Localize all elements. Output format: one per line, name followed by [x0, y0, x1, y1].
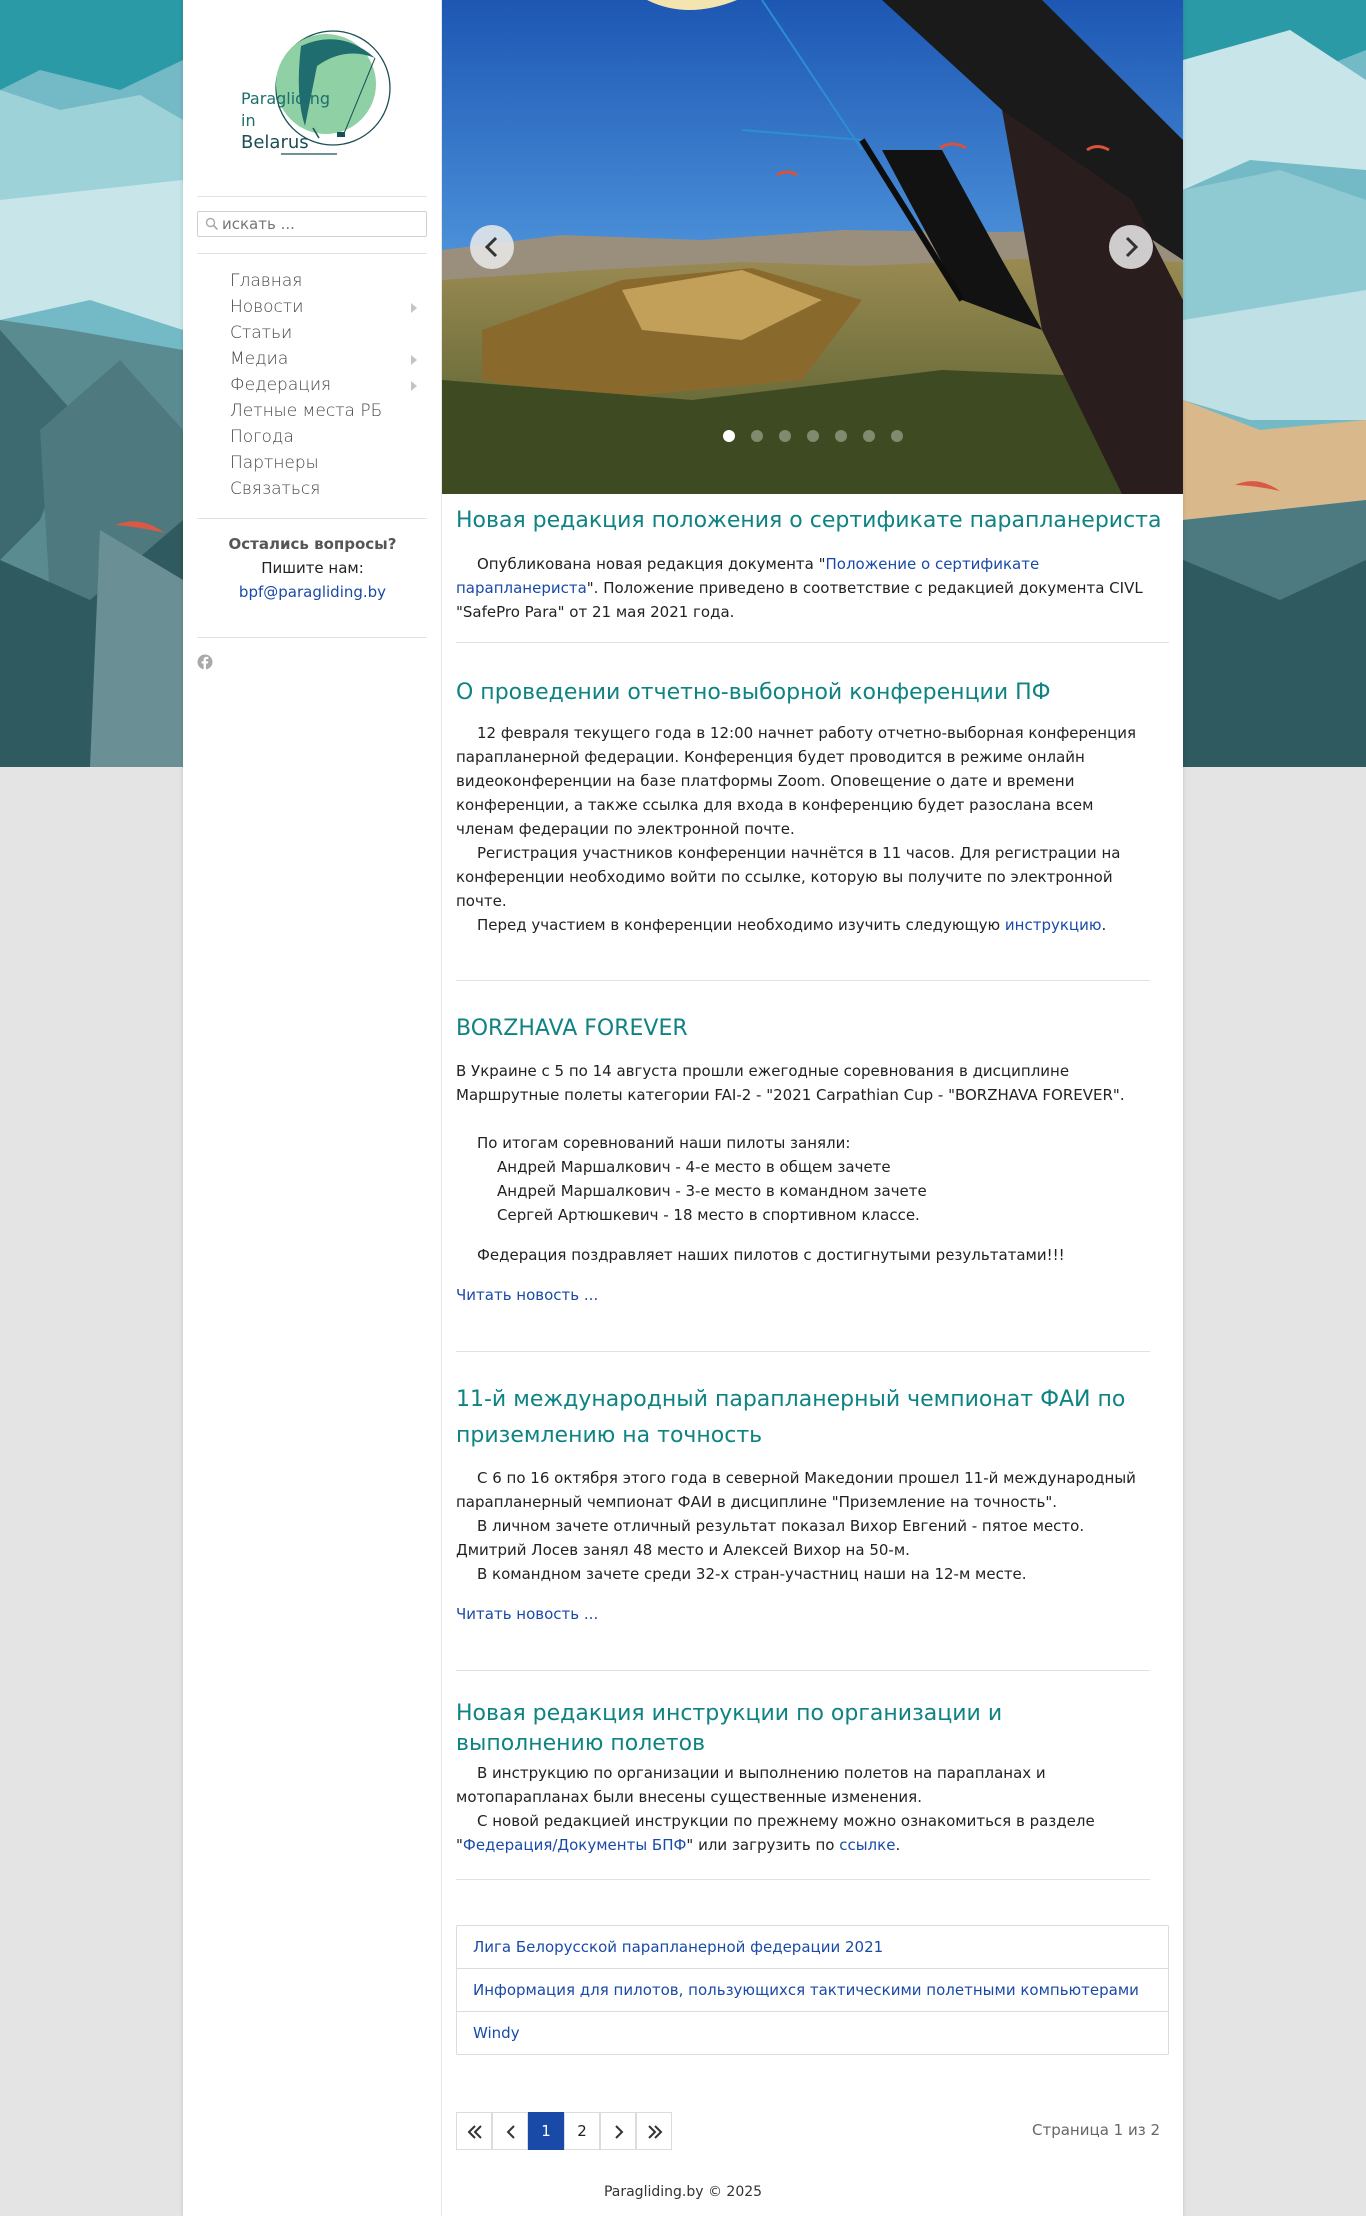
chevron-right-icon: [601, 2113, 637, 2151]
search-icon: [205, 217, 219, 231]
article-text: [456, 913, 1150, 937]
double-chevron-right-icon: [637, 2113, 673, 2151]
divider: [197, 637, 427, 638]
list-item: [457, 2012, 1168, 2054]
menu-item-label: Новости: [230, 297, 304, 317]
image-slider: [442, 0, 1183, 494]
slider-dot[interactable]: [779, 430, 791, 442]
menu-item-label: Федерация: [230, 375, 332, 395]
divider: [197, 253, 427, 254]
menu-item-label: Летные места РБ: [230, 401, 383, 421]
page-container: [183, 0, 1183, 2216]
more-link[interactable]: Лига Белорусской парапланерной федерации 2021: [473, 1938, 884, 1956]
article-text: [456, 552, 1169, 624]
list-item: [457, 1926, 1168, 1969]
slider-dot[interactable]: [807, 430, 819, 442]
menu-item-label: Партнеры: [230, 453, 319, 473]
chevron-left-icon: [493, 2113, 529, 2151]
menu-item-home[interactable]: [230, 268, 430, 294]
article-text: 12 февраля текущего года в 12:00 начнет работу отчетно-выборная конференция парапланерной федерации. Конференция будет проводится в режиме онлайн видеоконференции на базе платформы Zoom. Оповещение о дате и времени конференции, а также ссылка для входа в конференцию будет разослана всем членам федерации по электронной почте.: [456, 724, 1137, 838]
article-text: В Украине с 5 по 14 августа прошли ежегодные соревнования в дисциплине Маршрутные полеты категории FAI-2 - "2021 Carpathian Cup - "BORZHAVA FOREVER".: [456, 1062, 1125, 1104]
article-text: [456, 1809, 1150, 1857]
article-link[interactable]: инструкцию: [1004, 916, 1102, 934]
last-page-button[interactable]: [636, 2112, 672, 2150]
article-title[interactable]: BORZHAVA FOREVER: [456, 1016, 688, 1041]
menu-item-federation[interactable]: [230, 372, 430, 398]
page-info: Страница 1 из 2: [1032, 2121, 1160, 2139]
logo-line-in: in: [241, 111, 256, 130]
text-fragment: С новой редакцией инструкции по прежнему можно ознакомиться в разделе ": [456, 1812, 1095, 1854]
article: [456, 981, 1150, 1352]
articles-list: [456, 494, 1169, 1880]
article-title[interactable]: Новая редакция инструкции по организации и выполнению полетов: [456, 1701, 1003, 1756]
article-link[interactable]: Федерация/Документы БПФ: [462, 1836, 687, 1854]
article-link[interactable]: Положение о сертификате парапланериста: [456, 555, 1040, 597]
text-fragment: ". Положение приведено в соответствие с редакцией документа CIVL "SafePro Para" от 21 мая 2021 года.: [456, 579, 1143, 621]
footer: Paragliding.by © 2025: [603, 2184, 763, 2200]
menu-item-partners[interactable]: [230, 450, 430, 476]
menu-item-label: Медиа: [230, 349, 289, 369]
text-fragment: .: [1101, 916, 1107, 934]
article-title[interactable]: 11-й международный парапланерный чемпионат ФАИ по приземлению на точность: [456, 1387, 1126, 1448]
article: [456, 494, 1169, 643]
menu-item-label: Статьи: [230, 323, 293, 343]
article: [456, 1671, 1150, 1880]
double-chevron-left-icon: [457, 2113, 493, 2151]
divider: [197, 196, 427, 197]
menu-item-label: Связаться: [230, 479, 321, 499]
result-line: Сергей Артюшкевич - 18 место в спортивном классе.: [497, 1206, 920, 1224]
prev-page-button[interactable]: [492, 2112, 528, 2150]
text-fragment: " или загрузить по: [686, 1836, 840, 1854]
search-input[interactable]: [222, 214, 422, 234]
result-line: Андрей Маршалкович - 3-е место в командном зачете: [497, 1182, 927, 1200]
article: [456, 1352, 1150, 1671]
page-number-button[interactable]: 2: [564, 2112, 600, 2150]
menu-item-label: Погода: [230, 427, 294, 447]
slider-dot[interactable]: [835, 430, 847, 442]
menu-item-label: Главная: [230, 271, 303, 291]
sidebar: [183, 0, 442, 2216]
text-fragment: .: [895, 1836, 901, 1854]
text-fragment: Перед участием в конференции необходимо изучить следующую: [477, 916, 1005, 934]
slider-dot[interactable]: [723, 430, 735, 442]
chevron-left-icon: [470, 225, 514, 269]
article-text: В командном зачете среди 32-х стран-участниц наши на 12-м месте.: [477, 1565, 1027, 1583]
submenu-arrow-icon: [411, 381, 417, 391]
divider: [197, 518, 427, 519]
slider-dots: [442, 430, 1183, 444]
more-links-list: [456, 1925, 1169, 2055]
menu-item-weather[interactable]: [230, 424, 430, 450]
slider-photo: [442, 0, 1183, 494]
menu-item-articles[interactable]: [230, 320, 430, 346]
article-text: В инструкцию по организации и выполнению полетов на парапланах и мотопарапланах были внесены существенные изменения.: [456, 1764, 1046, 1806]
more-link[interactable]: Информация для пилотов, пользующихся тактическими полетными компьютерами: [473, 1981, 1139, 1999]
submenu-arrow-icon: [411, 303, 417, 313]
article-title[interactable]: О проведении отчетно-выборной конференции ПФ: [456, 680, 1051, 705]
chevron-right-icon: [1109, 225, 1153, 269]
more-link[interactable]: Windy: [473, 2024, 520, 2042]
contact-block: [183, 532, 442, 604]
article: [456, 643, 1150, 981]
article-text: С 6 по 16 октября этого года в северной Македонии прошел 11-й международный парапланерный чемпионат ФАИ в дисциплине "Приземление на точность".: [456, 1469, 1136, 1511]
slider-prev-button[interactable]: [470, 225, 514, 269]
submenu-arrow-icon: [411, 355, 417, 365]
slider-dot[interactable]: [891, 430, 903, 442]
next-page-button[interactable]: [600, 2112, 636, 2150]
logo-text: [241, 88, 330, 154]
article-text: Федерация поздравляет наших пилотов с достигнутыми результатами!!!: [477, 1246, 1065, 1264]
text-fragment: Опубликована новая редакция документа ": [477, 555, 826, 573]
logo-line-belarus: Belarus: [241, 132, 309, 153]
slider-next-button[interactable]: [1109, 225, 1153, 269]
contact-write: Пишите нам:: [261, 559, 364, 577]
menu-item-media[interactable]: [230, 346, 430, 372]
first-page-button[interactable]: [456, 2112, 492, 2150]
slider-dot[interactable]: [751, 430, 763, 442]
search-box[interactable]: [197, 211, 427, 237]
contact-email-link[interactable]: bpf@paragliding.by: [238, 583, 387, 601]
facebook-icon[interactable]: [197, 654, 213, 670]
page-number-button[interactable]: 1: [528, 2112, 564, 2150]
menu-item-flying-sites[interactable]: [230, 398, 430, 424]
list-item: [457, 1969, 1168, 2012]
read-more-link[interactable]: Читать новость ...: [456, 1605, 599, 1623]
article-text: По итогам соревнований наши пилоты заняли:: [477, 1134, 851, 1152]
article-title[interactable]: Новая редакция положения о сертификате парапланериста: [456, 508, 1162, 533]
result-line: Андрей Маршалкович - 4-е место в общем зачете: [497, 1158, 891, 1176]
main-menu: [230, 268, 430, 502]
article-text: В личном зачете отличный результат показал Вихор Евгений - пятое место. Дмитрий Лосев занял 48 место и Алексей Вихор на 50-м.: [456, 1517, 1085, 1559]
contact-question: Остались вопросы?: [228, 535, 397, 553]
logo-line-paragliding: Paragliding: [241, 89, 331, 108]
article-text: Регистрация участников конференции начнётся в 11 часов. Для регистрации на конференции необходимо войти по ссылке, которую вы получите по электронной почте.: [456, 844, 1121, 910]
menu-item-contact[interactable]: [230, 476, 430, 502]
slider-dot[interactable]: [863, 430, 875, 442]
read-more-link[interactable]: Читать новость ...: [456, 1286, 599, 1304]
article-link[interactable]: ссылке: [839, 1836, 896, 1854]
menu-item-news[interactable]: [230, 294, 430, 320]
